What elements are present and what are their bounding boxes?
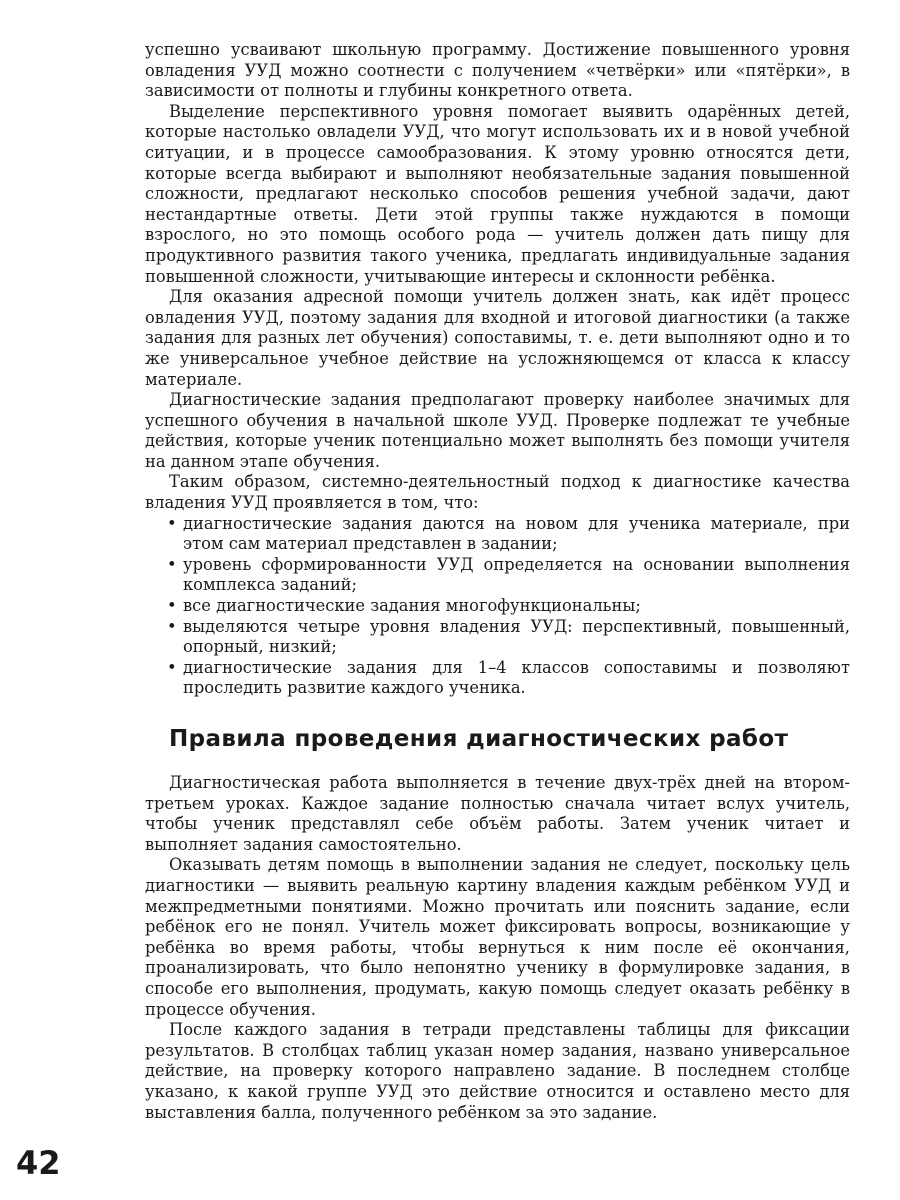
list-item [145,514,850,555]
bullet-icon: • [167,513,177,533]
paragraph: Таким образом, системно-деятельностный подход к диагностике качества владения УУД проявляется в том, что: [145,472,850,513]
paragraph: Для оказания адресной помощи учитель должен знать, как идёт процесс овладения УУД, поэтому задания для входной и итоговой диагностики (а также задания для разных лет обучения) сопоставимы, т. е. дети выполняют одно и то же универсальное учебное действие на усложняющемся от класса к классу материале. [145,287,850,389]
list-item [145,555,850,596]
page-content [145,40,850,1123]
list-item [145,617,850,658]
list-item-text: выделяются четыре уровня владения УУД: перспективный, повышенный, опорный, низкий; [183,616,850,657]
section-heading: Правила проведения диагностических работ [169,726,789,752]
list-item-text: диагностические задания даются на новом для ученика материале, при этом сам материал представлен в задании; [183,513,850,554]
paragraph: После каждого задания в тетради представлены таблицы для фиксации результатов. В столбцах таблиц указан номер задания, названо универсальное действие, на проверку которого направлено задание. В последнем столбце указано, к какой группе УУД это действие относится и оставлено место для выставления балла, полученного ребёнком за это задание. [145,1020,850,1122]
bullet-icon: • [167,554,177,574]
list-item-text: все диагностические задания многофункциональны; [183,596,641,616]
paragraph: успешно усваивают школьную программу. Достижение повышенного уровня овладения УУД можно соотнести с получением «четвёрки» или «пятёрки», в зависимости от полноты и глубины конкретного ответа. [145,40,850,101]
list-item-text: диагностические задания для 1–4 классов сопоставимы и позволяют проследить развитие каждого ученика. [183,657,850,698]
bullet-icon: • [167,616,177,636]
bullet-icon: • [167,596,177,616]
page-number: 42 [16,1144,61,1182]
list-item [145,596,850,617]
list-item [145,658,850,699]
paragraph: Диагностические задания предполагают проверку наиболее значимых для успешного обучения в начальной школе УУД. Проверке подлежат те учебные действия, которые ученик потенциально может выполнять без помощи учителя на данном этапе обучения. [145,390,850,471]
bullet-list [145,514,850,699]
paragraph: Оказывать детям помощь в выполнении задания не следует, поскольку цель диагностики — выявить реальную картину владения каждым ребёнком УУД и межпредметными понятиями. Можно прочитать или пояснить задание, если ребёнок его не понял. Учитель может фиксировать вопросы, возникающие у ребёнка во время работы, чтобы вернуться к ним после её окончания, проанализировать, что было непонятно ученику в формулировке задания, в способе его выполнения, продумать, какую помощь следует оказать ребёнку в процессе обучения. [145,855,850,1019]
bullet-icon: • [167,657,177,677]
paragraph: Диагностическая работа выполняется в течение двух-трёх дней на втором-третьем уроках. Каждое задание полностью сначала читает вслух учитель, чтобы ученик представлял себе объём работы. Затем ученик читает и выполняет задания самостоятельно. [145,773,850,854]
list-item-text: уровень сформированности УУД определяется на основании выполнения комплекса заданий; [183,554,850,595]
paragraph: Выделение перспективного уровня помогает выявить одарённых детей, которые настолько овладели УУД, что могут использовать их и в новой учебной ситуации, и в процессе самообразования. К этому уровню относятся дети, которые всегда выбирают и выполняют необязательные задания повышенной сложности, предлагают несколько способов решения учебной задачи, дают нестандартные ответы. Дети этой группы также нуждаются в помощи взрослого, но это помощь особого рода — учитель должен дать пищу для продуктивного развития такого ученика, предлагать индивидуальные задания повышенной сложности, учитывающие интересы и склонности ребёнка. [145,101,850,286]
